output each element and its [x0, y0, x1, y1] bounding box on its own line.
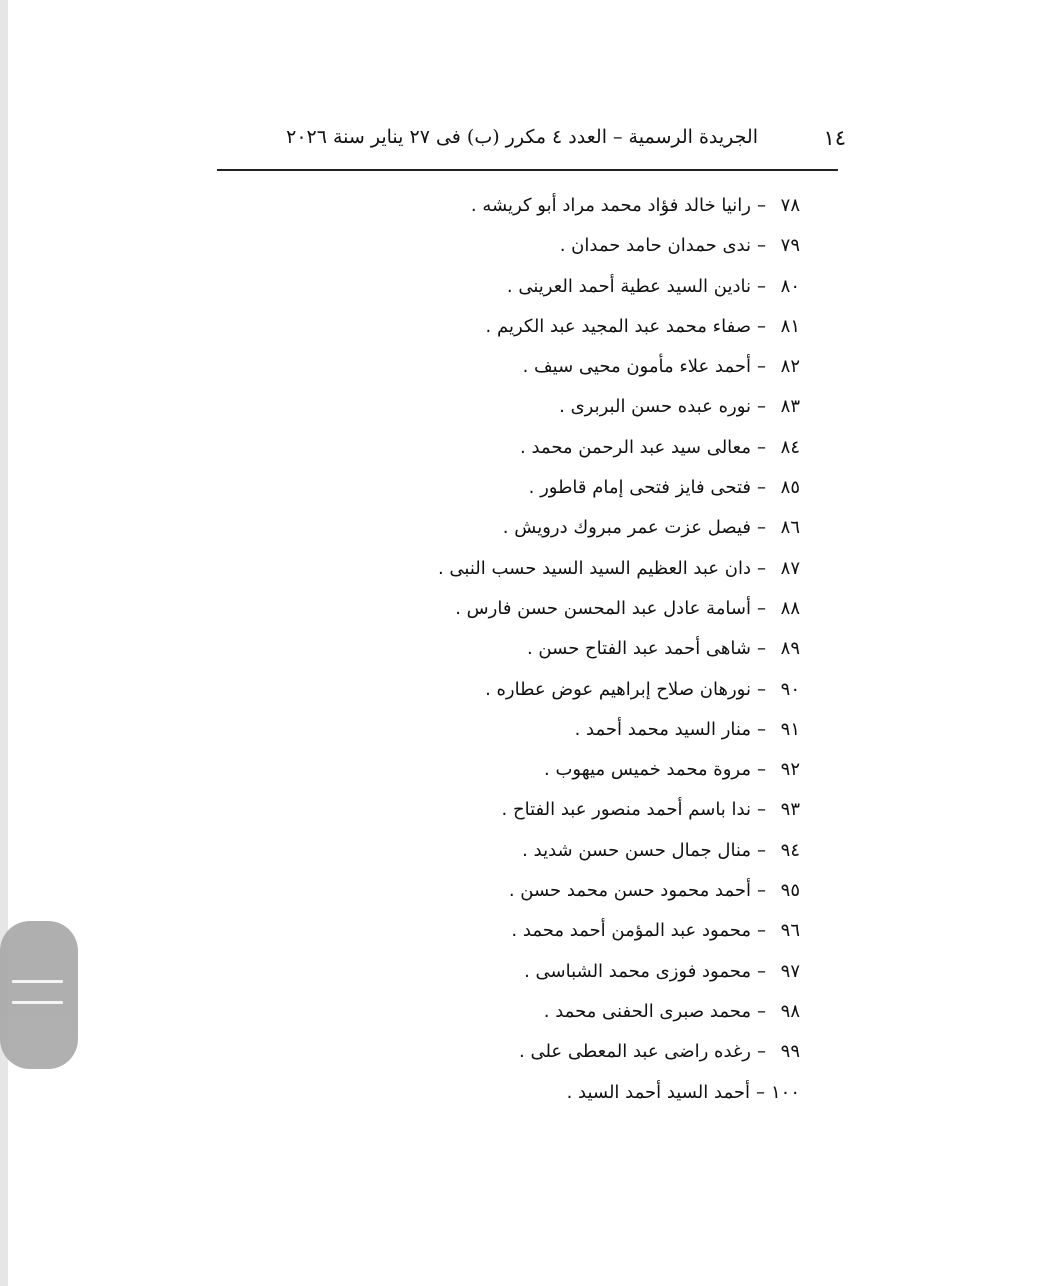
entry-dash: – [757, 356, 766, 378]
entry-name: صفاء محمد عبد المجيد عبد الكريم . [485, 315, 751, 337]
list-item [280, 186, 800, 226]
entry-name: أسامة عادل عبد المحسن حسن فارس . [455, 597, 751, 619]
entry-number: ٨٠ [780, 275, 800, 297]
entry-name: أحمد محمود حسن محمد حسن . [508, 880, 751, 902]
entry-dash: – [757, 839, 766, 861]
entry-dash: – [757, 1000, 766, 1022]
entry-number: ١٠٠ [770, 1081, 800, 1103]
list-item [280, 307, 800, 347]
list-item [280, 508, 800, 548]
entry-name: محمود فوزى محمد الشباسى . [524, 960, 751, 982]
list-item [280, 226, 800, 266]
entry-number: ٩٦ [780, 920, 800, 942]
name-list [280, 186, 800, 1113]
entry-name: ندى حمدان حامد حمدان . [559, 235, 751, 257]
entry-number: ٩٥ [780, 880, 800, 902]
page-header [218, 126, 846, 154]
entry-dash: – [757, 436, 766, 458]
entry-dash: – [757, 275, 766, 297]
entry-number: ٩٧ [780, 960, 800, 982]
list-item [280, 347, 800, 387]
entry-name: رغده راضى عبد المعطى على . [519, 1041, 751, 1063]
entry-name: مروة محمد خميس ميهوب . [544, 759, 751, 781]
list-item [280, 1032, 800, 1072]
entry-dash: – [757, 960, 766, 982]
entry-name: دان عبد العظيم السيد السيد حسب النبى . [437, 557, 751, 579]
entry-name: منال جمال حسن حسن شديد . [522, 839, 751, 861]
entry-number: ٩٣ [780, 799, 800, 821]
entry-number: ٨٦ [780, 517, 800, 539]
list-item [280, 629, 800, 669]
list-item [280, 911, 800, 951]
entry-number: ٨٨ [780, 597, 800, 619]
entry-name: أحمد السيد أحمد السيد . [566, 1081, 750, 1103]
entry-dash: – [757, 638, 766, 660]
list-item [280, 428, 800, 468]
entry-name: نورهان صلاح إبراهيم عوض عطاره . [485, 678, 751, 700]
scroll-handle[interactable] [0, 921, 78, 1069]
entry-number: ٧٩ [780, 235, 800, 257]
list-item [280, 549, 800, 589]
entry-number: ٨٣ [780, 396, 800, 418]
list-item [280, 871, 800, 911]
entry-name: محمود عبد المؤمن أحمد محمد . [511, 920, 751, 942]
entry-dash: – [757, 597, 766, 619]
entry-number: ٩٩ [780, 1041, 800, 1063]
entry-name: فتحى فايز فتحى إمام قاطور . [528, 477, 751, 499]
entry-dash: – [755, 1081, 765, 1103]
list-item [280, 831, 800, 871]
entry-name: شاهى أحمد عبد الفتاح حسن . [526, 638, 751, 660]
entry-number: ٨٧ [780, 557, 800, 579]
page-number: ١٤ [823, 126, 846, 150]
entry-dash: – [757, 195, 766, 216]
entry-dash: – [757, 718, 766, 740]
entry-name: محمد صبرى الحفنى محمد . [543, 1000, 751, 1022]
entry-name: نوره عبده حسن البربرى . [559, 396, 751, 418]
list-item [280, 952, 800, 992]
entry-number: ٨٩ [780, 638, 800, 660]
entry-number: ٩١ [780, 718, 800, 740]
grip-line-icon [12, 980, 63, 983]
entry-number: ٨١ [780, 315, 800, 337]
entry-dash: – [757, 396, 766, 418]
entry-dash: – [757, 920, 766, 942]
grip-line-icon [12, 1001, 63, 1004]
header-title: الجريدة الرسمية – العدد ٤ مكرر (ب) فى ٢٧ يناير سنة ٢٠٢٦ [286, 126, 758, 148]
list-item [280, 589, 800, 629]
entry-name: ندا باسم أحمد منصور عبد الفتاح . [501, 799, 751, 821]
entry-dash: – [757, 759, 766, 781]
entry-dash: – [757, 880, 766, 902]
entry-number: ٨٤ [780, 436, 800, 458]
entry-dash: – [757, 678, 766, 700]
list-item [280, 1073, 800, 1113]
entry-number: ٧٨ [780, 195, 800, 216]
list-item [280, 267, 800, 307]
entry-name: أحمد علاء مأمون محيى سيف . [522, 356, 751, 378]
entry-name: رانيا خالد فؤاد محمد مراد أبو كريشه . [470, 195, 751, 216]
entry-number: ٩٠ [780, 678, 800, 700]
entry-dash: – [757, 517, 766, 539]
entry-number: ٩٨ [780, 1000, 800, 1022]
header-divider [217, 169, 838, 171]
entry-name: نادين السيد عطية أحمد العرينى . [506, 275, 751, 297]
list-item [280, 750, 800, 790]
entry-number: ٩٤ [780, 839, 800, 861]
entry-dash: – [757, 315, 766, 337]
list-item [280, 790, 800, 830]
entry-number: ٨٢ [780, 356, 800, 378]
list-item [280, 468, 800, 508]
entry-dash: – [757, 1041, 766, 1063]
entry-number: ٨٥ [780, 477, 800, 499]
entry-dash: – [757, 799, 766, 821]
list-item [280, 992, 800, 1032]
entry-dash: – [757, 235, 766, 257]
entry-dash: – [757, 557, 766, 579]
entry-name: فيصل عزت عمر مبروك درويش . [502, 517, 751, 539]
list-item [280, 387, 800, 427]
list-item [280, 710, 800, 750]
list-item [280, 670, 800, 710]
entry-dash: – [757, 477, 766, 499]
entry-name: منار السيد محمد أحمد . [574, 718, 751, 740]
entry-name: معالى سيد عبد الرحمن محمد . [520, 436, 751, 458]
entry-number: ٩٢ [780, 759, 800, 781]
